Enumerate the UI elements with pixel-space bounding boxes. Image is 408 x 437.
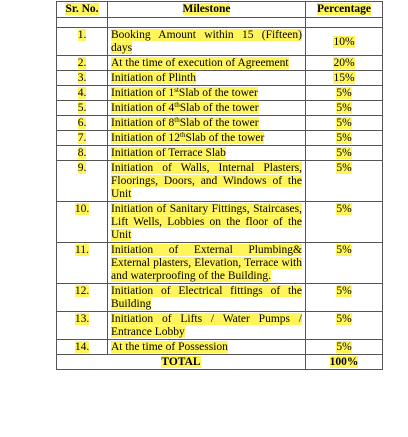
spacer-row	[57, 18, 383, 28]
spacer-cell	[57, 18, 108, 28]
table-row	[57, 146, 383, 161]
sr-cell: 10.	[57, 202, 108, 243]
table-row	[57, 101, 383, 116]
percentage-cell: 5%	[306, 101, 383, 116]
percentage-cell: 5%	[306, 312, 383, 340]
milestone-cell: Initiation of Plinth	[108, 71, 306, 86]
percentage-cell: 5%	[306, 202, 383, 243]
percentage-cell: 5%	[306, 116, 383, 131]
sr-cell: 14.	[57, 340, 108, 355]
milestone-cell: Initiation of Terrace Slab	[108, 146, 306, 161]
milestone-cell: Initiation of Electrical fittings of the Building	[108, 284, 306, 312]
table-row	[57, 28, 383, 56]
total-row	[57, 355, 383, 370]
milestone-cell: Initiation of 1stSlab of the tower	[108, 86, 306, 101]
percentage-cell: 5%	[306, 284, 383, 312]
table-row	[57, 56, 383, 71]
sr-cell: 6.	[57, 116, 108, 131]
table-row	[57, 340, 383, 355]
milestone-cell: Initiation of 8thSlab of the tower	[108, 116, 306, 131]
milestone-cell: Initiation of 12thSlab of the tower	[108, 131, 306, 146]
sr-cell: 9.	[57, 161, 108, 202]
spacer-cell	[306, 18, 383, 28]
sr-cell: 7.	[57, 131, 108, 146]
table-row	[57, 131, 383, 146]
table-row	[57, 71, 383, 86]
milestone-cell: At the time of execution of Agreement	[108, 56, 306, 71]
header-sr-no: Sr. No.	[57, 2, 108, 18]
table-row	[57, 161, 383, 202]
table-row	[57, 284, 383, 312]
milestone-cell: Initiation of Lifts / Water Pumps / Entrance Lobby	[108, 312, 306, 340]
percentage-cell: 10%	[306, 28, 383, 56]
percentage-cell: 5%	[306, 146, 383, 161]
payment-schedule-table	[56, 1, 383, 370]
table-row	[57, 243, 383, 284]
milestone-cell: Initiation of Sanitary Fittings, Staircases, Lift Wells, Lobbies on the floor of the Unit	[108, 202, 306, 243]
sr-cell: 12.	[57, 284, 108, 312]
header-percentage: Percentage	[306, 2, 383, 18]
sr-cell: 1.	[57, 28, 108, 56]
table-row	[57, 312, 383, 340]
total-label: TOTAL	[57, 355, 306, 370]
sr-cell: 2.	[57, 56, 108, 71]
table-row	[57, 116, 383, 131]
total-percentage: 100%	[306, 355, 383, 370]
table-row	[57, 86, 383, 101]
sr-cell: 3.	[57, 71, 108, 86]
percentage-cell: 5%	[306, 86, 383, 101]
percentage-cell: 5%	[306, 131, 383, 146]
sr-cell: 5.	[57, 101, 108, 116]
milestone-cell: At the time of Possession	[108, 340, 306, 355]
header-milestone: Milestone	[108, 2, 306, 18]
sr-cell: 13.	[57, 312, 108, 340]
table-row	[57, 202, 383, 243]
spacer-cell	[108, 18, 306, 28]
sr-cell: 4.	[57, 86, 108, 101]
percentage-cell: 20%	[306, 56, 383, 71]
sr-cell: 11.	[57, 243, 108, 284]
percentage-cell: 5%	[306, 340, 383, 355]
milestone-cell: Booking Amount within 15 (Fifteen) days	[108, 28, 306, 56]
percentage-cell: 5%	[306, 161, 383, 202]
milestone-cell: Initiation of Walls, Internal Plasters, Floorings, Doors, and Windows of the Unit	[108, 161, 306, 202]
milestone-cell: Initiation of 4thSlab of the tower	[108, 101, 306, 116]
table-header-row	[57, 2, 383, 18]
milestone-cell: Initiation of External Plumbing& External plasters, Elevation, Terrace with and waterproofing of the Building.	[108, 243, 306, 284]
percentage-cell: 15%	[306, 71, 383, 86]
percentage-cell: 5%	[306, 243, 383, 284]
sr-cell: 8.	[57, 146, 108, 161]
